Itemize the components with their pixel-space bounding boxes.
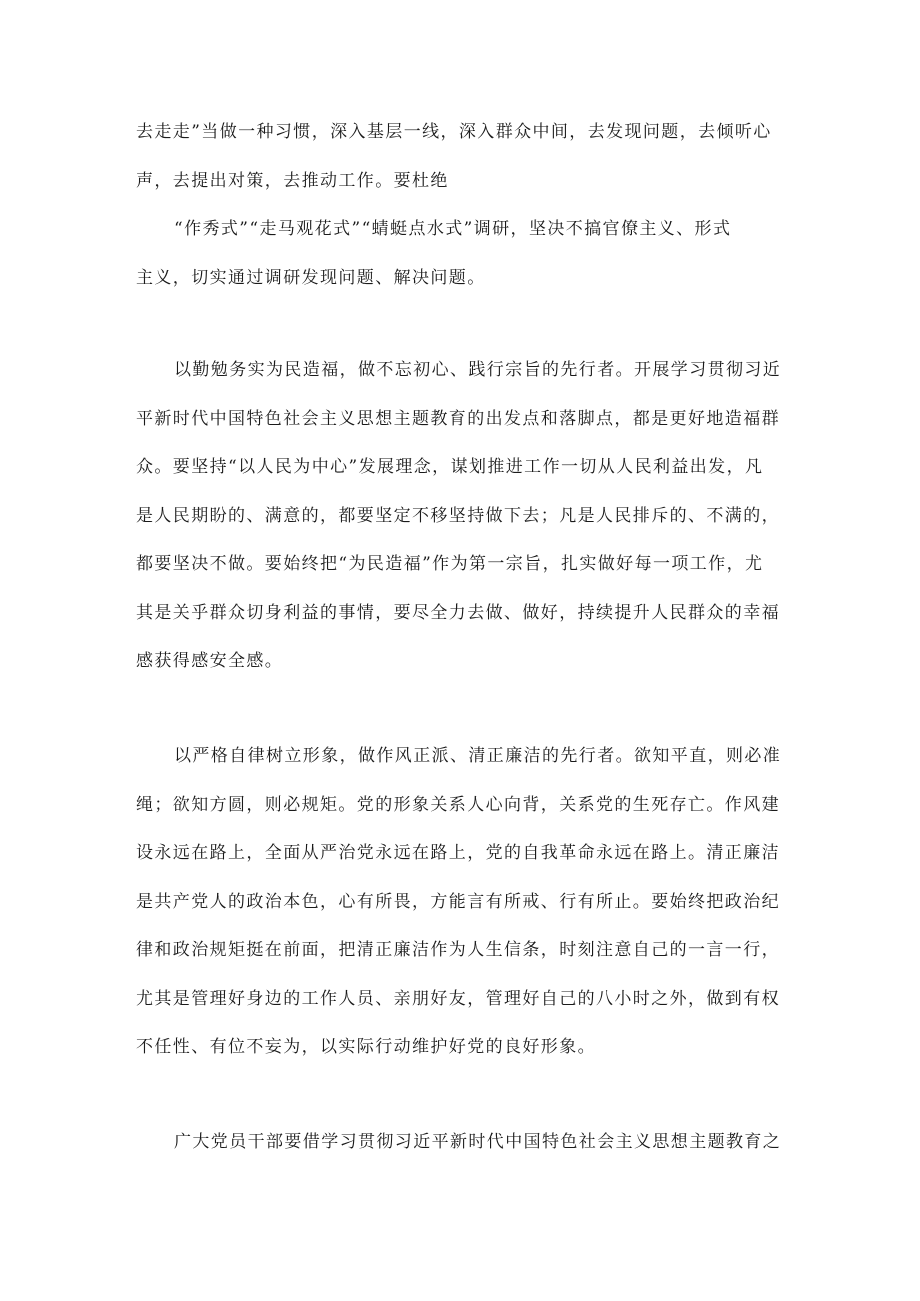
paragraph-line: 尤其是管理好身边的工作人员、亲朋好友，管理好自己的八小时之外，做到有权 [136,988,780,1009]
paragraph-line: 其是关乎群众切身利益的事情，要尽全力去做、做好，持续提升人民群众的幸福 [136,602,780,623]
paragraph-line: 以严格自律树立形象，做作风正派、清正廉洁的先行者。欲知平直，则必准 [174,746,782,766]
paragraph-line: 律和政治规矩挺在前面，把清正廉洁作为人生信条，时刻注意自己的一言一行， [136,940,780,960]
paragraph-1 [136,108,792,205]
paragraph-5 [136,1118,792,1167]
paragraph-line: 绳；欲知方圆，则必规矩。党的形象关系人心向背，关系党的生死存亡。作风建 [136,794,780,815]
paragraph-line: 不任性、有位不妄为，以实际行动维护好党的良好形象。 [136,1037,596,1057]
paragraph-line: 声，去提出对策，去推动工作。要杜绝 [136,170,449,191]
paragraph-line: 以勤勉务实为民造福，做不忘初心、践行宗旨的先行者。开展学习贯彻习近 [174,360,782,380]
paragraph-line: 感获得感安全感。 [136,651,284,671]
paragraph-2 [136,205,792,302]
paragraph-3 [136,346,792,686]
paragraph-4 [136,732,792,1072]
paragraph-line: 设永远在路上，全面从严治党永远在路上，党的自我革命永远在路上。清正廉洁 [136,843,780,863]
paragraph-line: 是共产党人的政治本色，心有所畏，方能言有所戒、行有所止。要始终把政治纪 [136,891,780,912]
paragraph-line: 去走走”当做一种习惯，深入基层一线，深入群众中间，去发现问题，去倾听心 [136,122,772,142]
paragraph-line: 众。要坚持“以人民为中心”发展理念，谋划推进工作一切从人民利益出发，凡 [136,457,764,477]
paragraph-line: “作秀式”“走马观花式”“蜻蜓点水式”调研，坚决不搞官僚主义、形式 [174,219,732,239]
paragraph-line: 是人民期盼的、满意的，都要坚定不移坚持做下去；凡是人民排斥的、不满的， [136,505,780,526]
paragraph-line: 广大党员干部要借学习贯彻习近平新时代中国特色社会主义思想主题教育之 [174,1132,782,1152]
paragraph-line: 都要坚决不做。要始终把“为民造福”作为第一宗旨，扎实做好每一项工作，尤 [136,554,764,574]
paragraph-line: 平新时代中国特色社会主义思想主题教育的出发点和落脚点，都是更好地造福群 [136,408,780,429]
paragraph-line: 主义，切实通过调研发现问题、解决问题。 [136,267,486,288]
